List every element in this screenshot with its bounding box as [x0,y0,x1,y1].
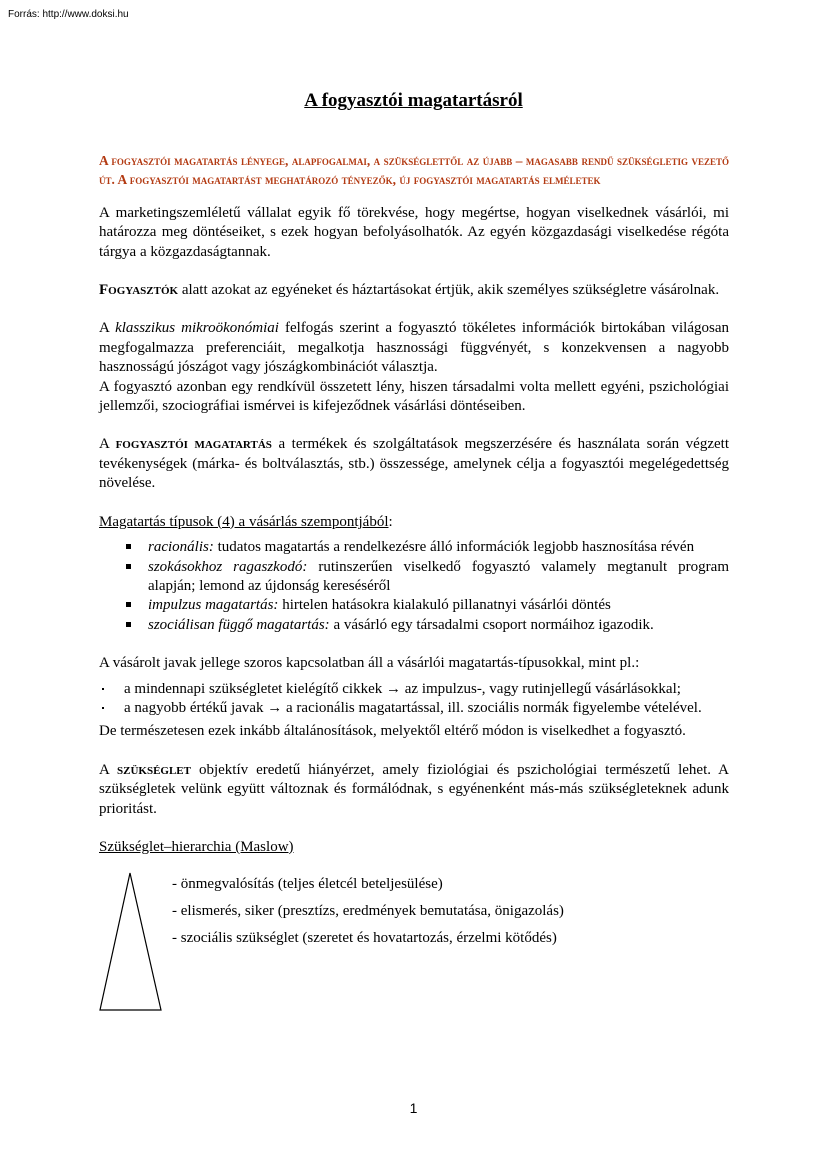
list-item-term: szociálisan függő magatartás: [148,616,330,633]
maslow-levels [172,871,564,952]
paragraph-behavior-text: a termékek és szolgáltatások megszerzésére és használata során végzett tevékenységek (márka- és boltválasztás, stb.) összessége, amelynek célja a fogyasztói megelégedettség növelése. [99,436,729,492]
section-heading: A fogyasztói magatartás lényege, alapfogalmai, a szükséglettől az újabb – magasabb rendű szükségletig vezető út. A fogyasztói magatartást meghatározó tényezők, új fogyasztói magatartás elméletek [99,153,729,188]
paragraph-generalization: De természetesen ezek inkább általánosítások, melyektől eltérő módon is viselkedhet a fogyasztó. [99,723,686,740]
paragraph-need-pre: A [99,761,117,778]
list-item-text: a vásárló egy társadalmi csoport normáihoz igazodik. [329,616,654,633]
types-heading-colon: : [388,513,393,530]
document-body [99,151,729,1012]
maslow-level: - elismerés, siker (presztízs, eredmények bemutatása, önigazolás) [172,903,564,920]
paragraph-consumers [99,281,729,300]
term-consumers: Fogyasztók [99,282,179,299]
term-microeconomics: klasszikus mikroökonómiai [115,320,279,337]
list-item: a mindennapi szükségletet kielégítő cikkek → az impulzus-, vagy rutinjellegű vásárlásokkal; [124,680,729,699]
list-item: a nagyobb értékű javak → a racionális magatartással, ill. szociális normák figyelembe vételével. [124,699,729,718]
term-behavior: fogyasztói magatartás [115,436,272,453]
list-item-text: hirtelen hatásokra kialakuló pillanatnyi vásárlói döntés [278,597,611,614]
list-item-text: rutinszerűen viselkedő fogyasztó valamely megtanult program alapján; lemond az újdonság kereséséről [148,558,729,594]
maslow-hierarchy [99,867,729,1012]
term-need: szükséglet [117,761,191,778]
paragraph-microeconomics-text: felfogás szerint a fogyasztó tökéletes információk birtokában világosan megfogalmazza preferenciáit, megalkotja hasznossági függvényét, s konzekvensen a nagyobb hasznosságú jószágot vagy jószágkombinációt választja. [99,320,729,376]
list-item-term: szokásokhoz ragaszkodó: [148,558,308,575]
pyramid-triangle-icon [99,872,163,1012]
list-item-text: tudatos magatartás a rendelkezésre álló információk legjobb hasznosítása révén [213,539,695,556]
maslow-level: - szociális szükséglet (szeretet és hovatartozás, érzelmi kötődés) [172,930,557,947]
list-item [148,616,729,635]
maslow-level: - önmegvalósítás (teljes életcél beteljesülése) [172,876,443,893]
examples-list [99,680,729,719]
types-list [99,538,729,635]
paragraph-intro: A marketingszemléletű vállalat egyik fő törekvése, hogy megértse, hogyan viselkednek vásárlói, mi határozza meg döntéseiket, s ezek hogyan befolyásolhatók. Az egyén közgazdasági viselkedése régóta tárgya a közgazdaságtannak. [99,204,729,260]
page-number: 1 [409,1100,418,1116]
paragraph-behavior [99,435,729,493]
paragraph-need [99,761,729,819]
maslow-heading-text: Szükséglet–hierarchia (Maslow) [99,838,294,855]
types-heading [99,513,729,532]
paragraph-complexity: A fogyasztó azonban egy rendkívül összetett lény, hiszen társadalmi volta mellett egyéni, pszichológiai jellemzői, szociográfiai ismérvei is kifejeződnek vásárlási döntéseiben. [99,378,729,415]
list-item-term: impulzus magatartás: [148,597,279,614]
paragraph-goods: A vásárolt javak jellege szoros kapcsolatban áll a vásárlói magatartás-típusokkal, mint pl.: [99,655,640,672]
paragraph-microeconomics-pre: A [99,320,116,337]
paragraph-consumers-text: alatt azokat az egyéneket és háztartásokat értjük, akik személyes szükségletre vásárolnak. [178,282,720,299]
types-heading-text: Magatartás típusok (4) a vásárlás szempontjából [99,513,389,530]
list-item [148,596,729,615]
paragraph-need-text: objektív eredetű hiányérzet, amely fiziológiai és pszichológiai természetű lehet. A szükségletek velünk együtt változnak és formálódnak, s egyénenként más-más szükségleteknek adunk prioritást. [99,761,729,817]
maslow-heading [99,838,729,857]
list-item [148,538,729,557]
list-item [148,558,729,597]
paragraph-behavior-pre: A [99,436,116,453]
page-title: A fogyasztói magatartásról [304,90,523,111]
paragraph-microeconomics [99,319,729,377]
source-line: Forrás: http://www.doksi.hu [8,9,129,20]
list-item-term: racionális: [148,539,214,556]
